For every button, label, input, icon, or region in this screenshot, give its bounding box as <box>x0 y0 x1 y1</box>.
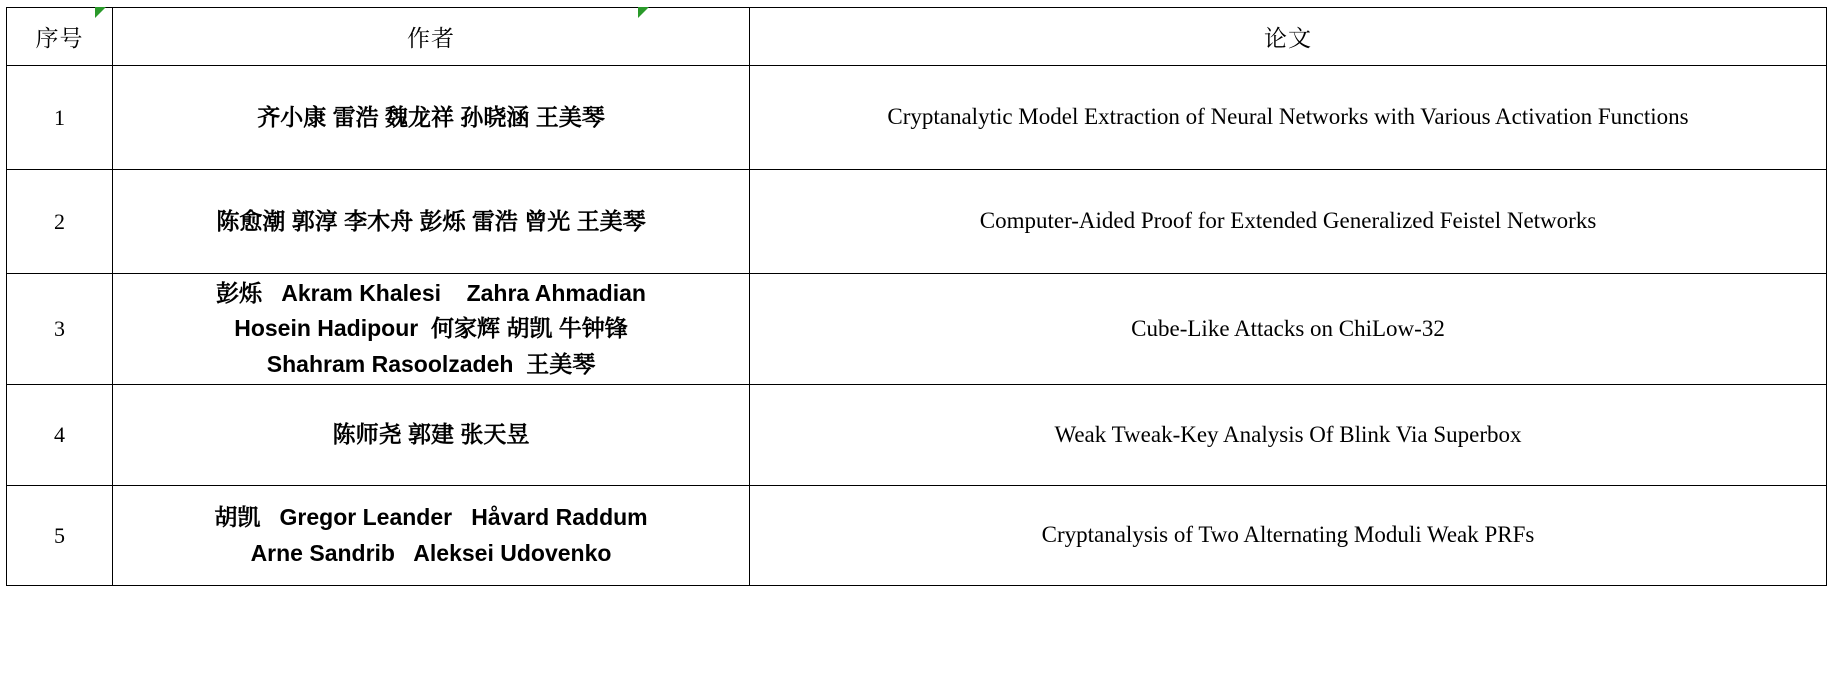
column-marker-icon-1 <box>95 7 106 18</box>
author-line: Arne Sandrib Aleksei Udovenko <box>250 539 612 566</box>
document-page <box>0 7 1838 685</box>
table-row <box>7 486 1827 586</box>
row-index: 1 <box>7 66 113 170</box>
column-marker-icon-2 <box>638 7 649 18</box>
table-row <box>7 66 1827 170</box>
author-line: 彭烁 Akram Khalesi Zahra Ahmadian <box>216 279 646 306</box>
table-header-row <box>7 8 1827 66</box>
header-paper: 论文 <box>750 8 1827 66</box>
row-authors <box>113 486 750 586</box>
row-paper-title: Cryptanalysis of Two Alternating Moduli Weak PRFs <box>750 486 1827 586</box>
row-paper-title: Weak Tweak-Key Analysis Of Blink Via Superbox <box>750 385 1827 486</box>
row-paper-title: Computer-Aided Proof for Extended Generalized Feistel Networks <box>750 170 1827 274</box>
row-paper-title: Cube-Like Attacks on ChiLow-32 <box>750 274 1827 385</box>
header-index: 序号 <box>7 8 113 66</box>
row-index: 5 <box>7 486 113 586</box>
table-row <box>7 170 1827 274</box>
row-paper-title: Cryptanalytic Model Extraction of Neural Networks with Various Activation Functions <box>750 66 1827 170</box>
author-line: 齐小康 雷浩 魏龙祥 孙晓涵 王美琴 <box>257 103 605 130</box>
author-line: 胡凯 Gregor Leander Håvard Raddum <box>214 503 648 530</box>
author-line: Shahram Rasoolzadeh 王美琴 <box>266 350 596 377</box>
row-authors <box>113 274 750 385</box>
paper-list-table <box>6 7 1827 586</box>
row-authors <box>113 66 750 170</box>
row-index: 4 <box>7 385 113 486</box>
row-index: 2 <box>7 170 113 274</box>
table-row <box>7 274 1827 385</box>
row-authors <box>113 385 750 486</box>
author-line: Hosein Hadipour 何家辉 胡凯 牛钟锋 <box>234 315 628 342</box>
author-line: 陈师尧 郭建 张天昱 <box>332 421 530 448</box>
row-index: 3 <box>7 274 113 385</box>
row-authors <box>113 170 750 274</box>
author-line: 陈愈潮 郭淳 李木舟 彭烁 雷浩 曾光 王美琴 <box>216 207 646 234</box>
header-authors: 作者 <box>113 8 750 66</box>
table-row <box>7 385 1827 486</box>
